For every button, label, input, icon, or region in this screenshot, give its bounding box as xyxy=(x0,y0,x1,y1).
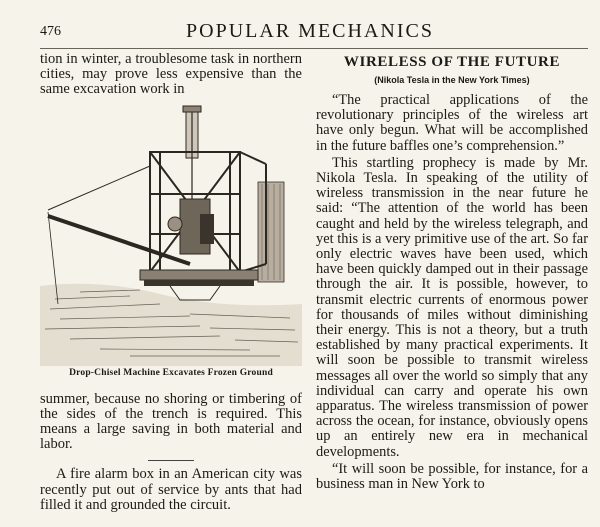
continuation-paragraph: summer, because no shoring or timbering of the sides of the trench is required. This means a large saving in both material and labor. xyxy=(40,390,302,453)
left-column xyxy=(40,52,302,513)
figure xyxy=(40,104,302,366)
header-rule xyxy=(40,48,588,49)
page-header xyxy=(40,20,580,46)
drop-chisel-machine-illustration xyxy=(40,104,302,366)
article-source: (Nikola Tesla in the New York Times) xyxy=(374,75,530,85)
page-number: 476 xyxy=(40,24,61,39)
article-separator xyxy=(148,460,194,461)
fire-alarm-paragraph: A fire alarm box in an American city was recently put out of service by ants that had filled it and grounded the circuit. xyxy=(40,466,302,513)
opening-paragraph: tion in winter, a troublesome task in northern cities, may prove less expensive than the same excavation work in xyxy=(40,51,302,98)
article-paragraph-2: This startling prophecy is made by Mr. Nikola Tesla. In speaking of the utility of wireless transmission in the near future he said: “The attention of the world has been caught and held by the wireless telegraph, and yet this is a very primitive use of the art. So far only electric waves have been used, which have been quickly damped out in their passage through the air. It is possible, however, to transmit electric currents of enormous power for thousands of miles without diminishing their energy. This is not a theory, but a truth established by many practical experiments. It will soon be possible to transmit wireless messages all over the world so simply that any individual can carry and operate his own apparatus. The wireless transmission of power across the ocean, for instance, obviously opens up an entirely new era in mechanical developments. xyxy=(316,154,588,460)
article-paragraph-3: “It will soon be possible, for instance, for a business man in New York to xyxy=(316,460,588,493)
journal-title: POPULAR MECHANICS xyxy=(186,20,434,42)
right-column xyxy=(316,52,588,492)
figure-caption: Drop-Chisel Machine Excavates Frozen Ground xyxy=(69,367,273,378)
article-title: WIRELESS OF THE FUTURE xyxy=(343,54,561,70)
article-paragraph-1: “The practical applications of the revolutionary principles of the wireless art have only begun. What will be accomplished in the future baffles one’s comprehension.” xyxy=(316,92,588,154)
